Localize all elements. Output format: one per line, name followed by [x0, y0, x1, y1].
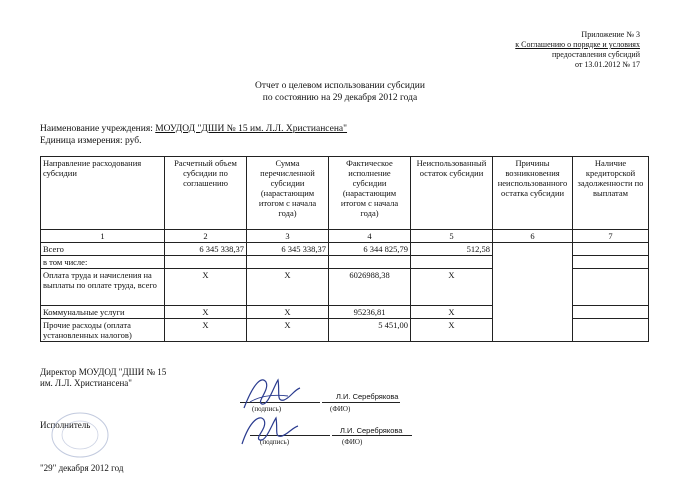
table-header-row: [41, 157, 649, 230]
executor-title: Исполнитель: [40, 420, 91, 430]
cell-transferred: 6 345 338,37: [247, 243, 329, 256]
director-title: Директор МОУДОД "ДШИ № 15 им. Л.Л. Христиансена": [40, 367, 167, 388]
executor-sign-caption: (подпись): [260, 438, 290, 446]
column-number-row: [41, 230, 649, 243]
header-planned: Расчетный объем субсидии по соглашению: [165, 157, 247, 230]
appendix-line-1: Приложение № 3: [581, 30, 640, 39]
header-transferred: Сумма перечисленной субсидии (нарастающим итогом с начала года): [247, 157, 329, 230]
report-subtitle: по состоянию на 29 декабря 2012 года: [262, 93, 418, 103]
institution-block: [40, 123, 347, 147]
executor-name: Л.И. Серебрякова: [340, 426, 403, 435]
cell-transferred: X: [247, 319, 329, 342]
cell-reasons: [493, 243, 573, 342]
executor-fio-line: [332, 435, 412, 436]
col-number: 5: [411, 230, 493, 243]
signature-date: "29" декабря 2012 год: [40, 463, 124, 473]
director-fio-caption: (ФИО): [330, 405, 351, 413]
table-row: [41, 243, 649, 256]
cell-payables: [573, 256, 649, 269]
director-signature-icon: [236, 372, 306, 412]
institution-line: [40, 123, 347, 135]
institution-name: МОУДОД "ДШИ № 15 им. Л.Л. Христиансена": [155, 124, 348, 134]
report-title: Отчет о целевом использовании субсидии: [255, 81, 425, 91]
stamp-icon: [48, 410, 112, 460]
header-direction: Направление расходования субсидии: [41, 157, 165, 230]
col-number: 2: [165, 230, 247, 243]
row-label: Оплата труда и начисления на выплаты по оплате труда, всего: [41, 269, 165, 306]
cell-unused: 512,58: [411, 243, 493, 256]
header-reasons: Причины возникновения неиспользованного остатка субсидии: [493, 157, 573, 230]
cell-planned: X: [165, 319, 247, 342]
cell-unused: [411, 256, 493, 269]
cell-transferred: [247, 256, 329, 269]
header-unused: Неиспользованный остаток субсидии: [411, 157, 493, 230]
cell-planned: 6 345 338,37: [165, 243, 247, 256]
col-number: 6: [493, 230, 573, 243]
appendix-block: [515, 30, 640, 70]
cell-actual: 95236,81: [329, 306, 411, 319]
cell-actual: [329, 256, 411, 269]
subsidy-table: [40, 156, 649, 342]
cell-payables: [573, 269, 649, 306]
executor-fio-caption: (ФИО): [342, 438, 363, 446]
cell-planned: X: [165, 269, 247, 306]
col-number: 7: [573, 230, 649, 243]
measure-unit: Единица измерения: руб.: [40, 136, 142, 146]
col-number: 3: [247, 230, 329, 243]
col-number: 4: [329, 230, 411, 243]
institution-label: Наименование учреждения:: [40, 124, 153, 134]
cell-unused: X: [411, 319, 493, 342]
cell-transferred: X: [247, 306, 329, 319]
cell-payables: [573, 306, 649, 319]
row-label: Прочие расходы (оплата установленных налогов): [41, 319, 165, 342]
appendix-line-3: предоставления субсидий: [551, 50, 640, 59]
appendix-line-2: к Соглашению о порядке и условиях: [515, 40, 640, 49]
header-actual: Фактическое исполнение субсидии (нарастающим итогом с начала года): [329, 157, 411, 230]
cell-actual: 6026988,38: [329, 269, 411, 306]
cell-payables: [573, 319, 649, 342]
cell-unused: X: [411, 269, 493, 306]
director-sign-caption: (подпись): [252, 405, 282, 413]
executor-signature-icon: [236, 412, 306, 448]
cell-planned: X: [165, 306, 247, 319]
cell-actual: 5 451,00: [329, 319, 411, 342]
row-label: в том числе:: [41, 256, 165, 269]
appendix-line-4: от 13.01.2012 № 17: [574, 60, 640, 69]
cell-transferred: X: [247, 269, 329, 306]
col-number: 1: [41, 230, 165, 243]
cell-unused: X: [411, 306, 493, 319]
cell-actual: 6 344 825,79: [329, 243, 411, 256]
report-title-block: [0, 80, 680, 104]
director-name: Л.И. Серебрякова: [336, 392, 399, 401]
header-payables: Наличие кредиторской задолженности по выплатам: [573, 157, 649, 230]
cell-planned: [165, 256, 247, 269]
row-label: Всего: [41, 243, 165, 256]
director-fio-line: [322, 402, 400, 403]
cell-payables: [573, 243, 649, 256]
row-label: Коммунальные услуги: [41, 306, 165, 319]
